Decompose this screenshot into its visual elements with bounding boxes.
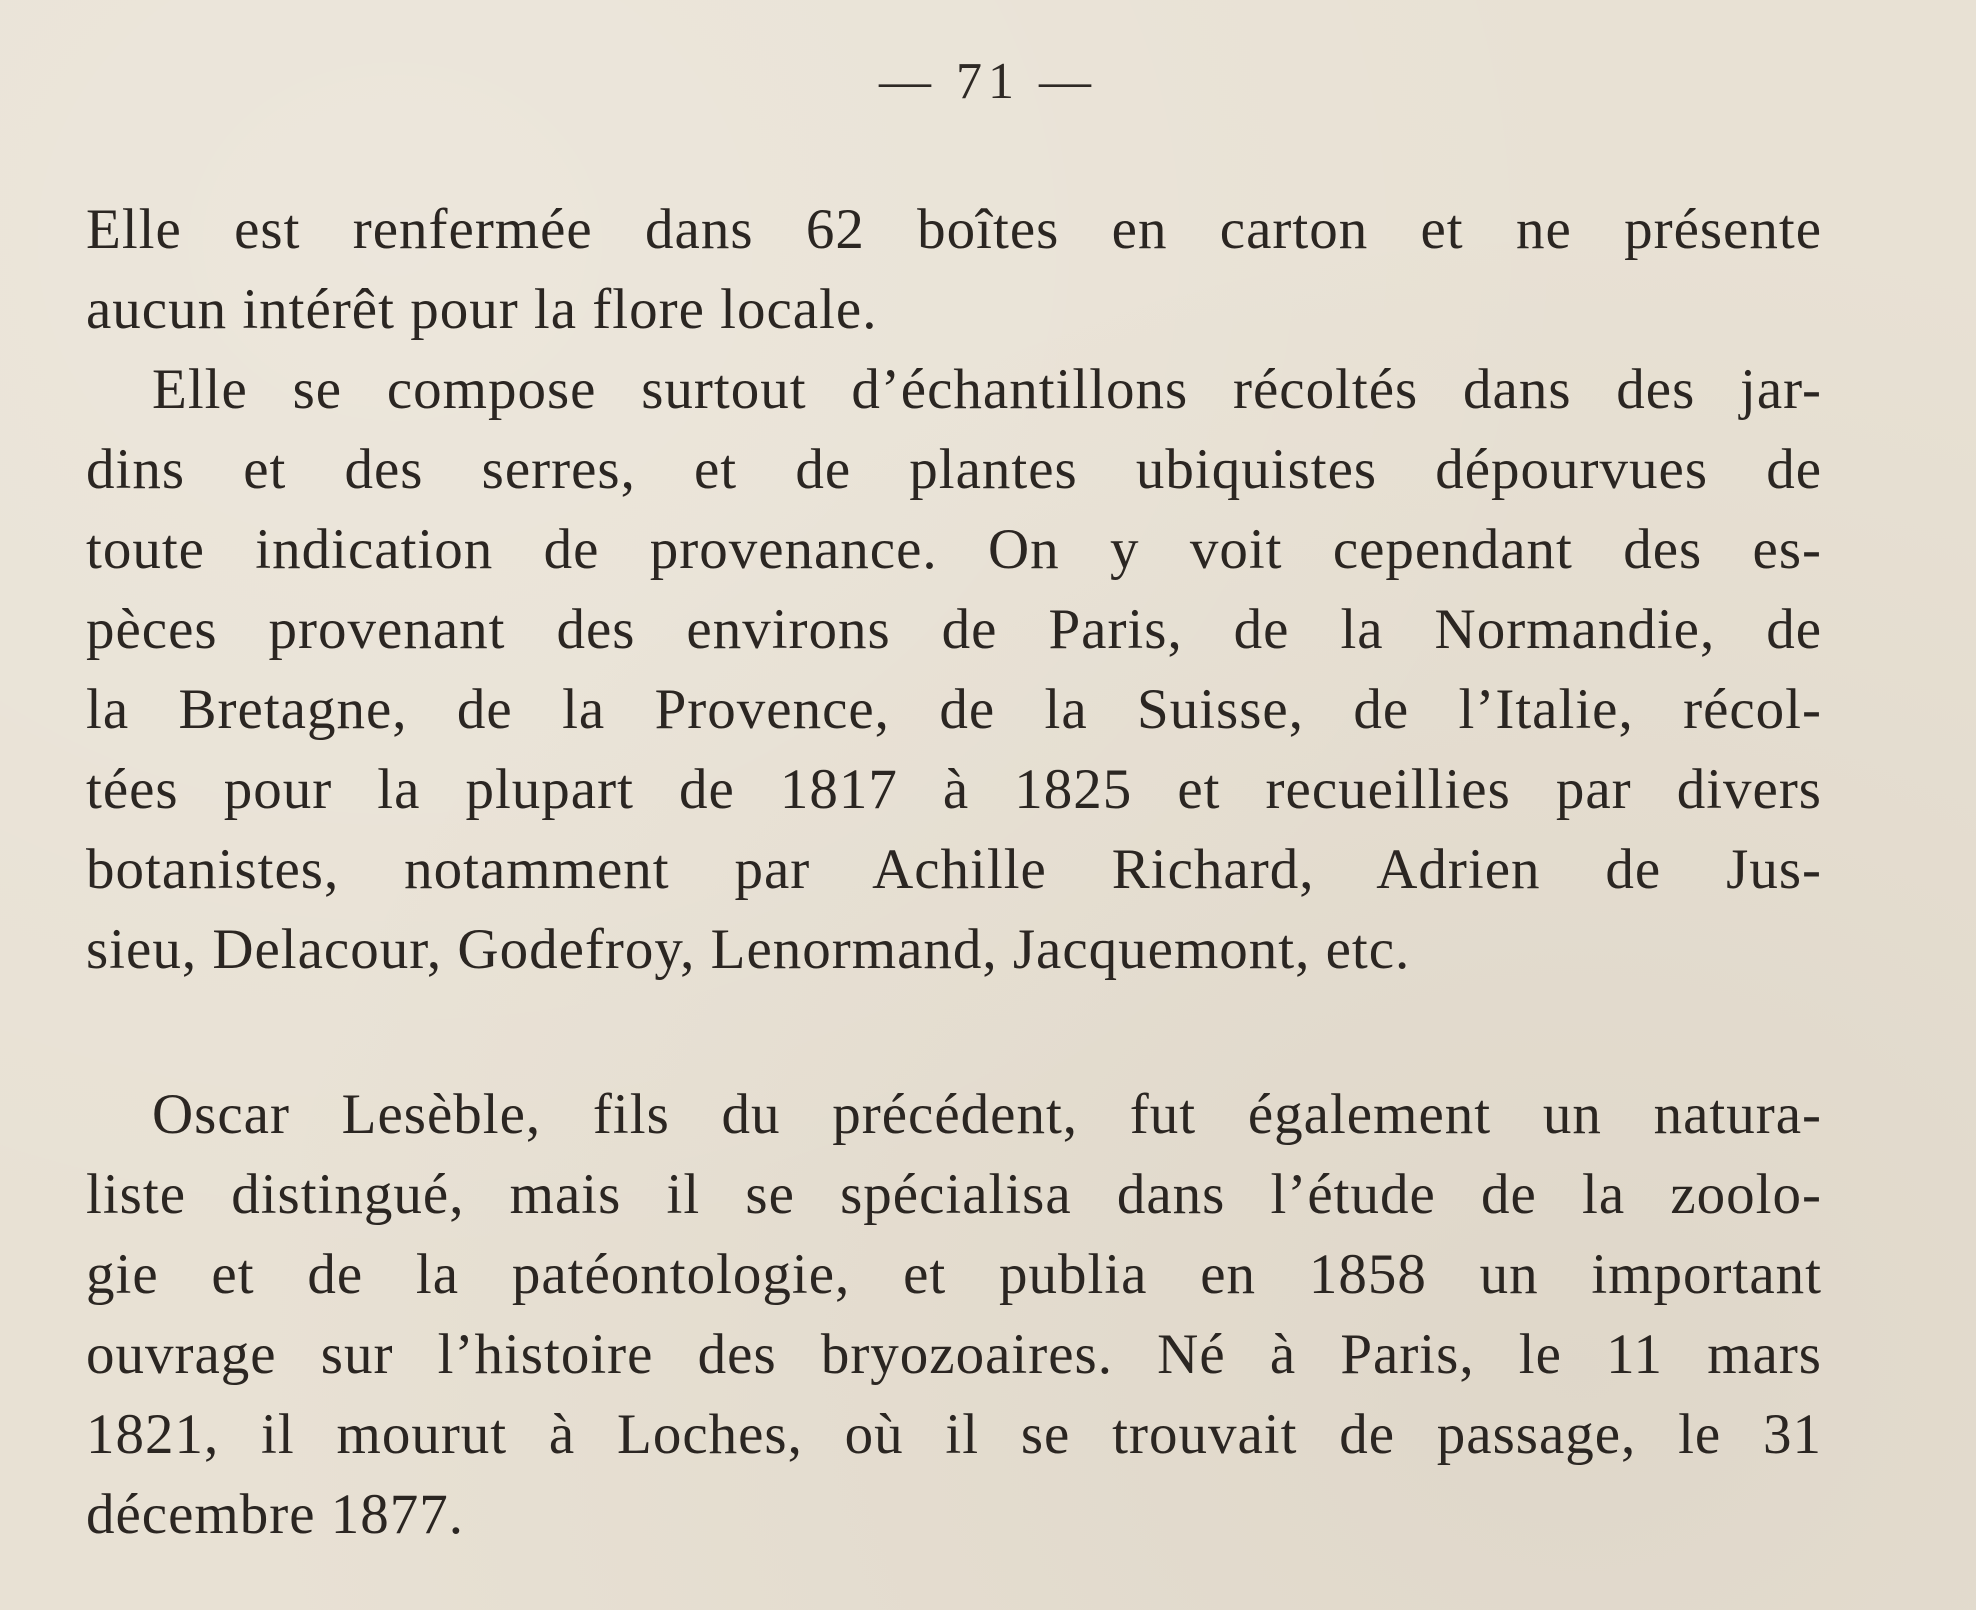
paragraph-1 [86,190,1822,350]
text-line: aucun intérêt pour la flore locale. [86,278,878,341]
text-line: ouvrage sur l’histoire des bryozoaires. Né à Paris, le 11 mars [86,1323,1822,1386]
text-line: tées pour la plupart de 1817 à 1825 et recueillies par divers [86,758,1822,821]
text-line: Elle est renfermée dans 62 boîtes en carton et ne présente [86,198,1822,261]
text-line: décembre 1877. [86,1483,465,1546]
text-line: gie et de la patéontologie, et publia en 1858 un important [86,1243,1822,1306]
paragraph-3 [86,1075,1822,1555]
text-line: la Bretagne, de la Provence, de la Suisse, de l’Italie, récol- [86,678,1822,741]
text-line: 1821, il mourut à Loches, où il se trouvait de passage, le 31 [86,1403,1822,1466]
text-line: liste distingué, mais il se spécialisa dans l’étude de la zoolo- [86,1163,1822,1226]
text-line: dins et des serres, et de plantes ubiquistes dépourvues de [86,438,1822,501]
text-line: sieu, Delacour, Godefroy, Lenormand, Jacquemont, etc. [86,918,1411,981]
text-line: toute indication de provenance. On y voit cependant des es- [86,518,1822,581]
text-line: Oscar Lesèble, fils du précédent, fut également un natura- [152,1083,1822,1146]
text-line: botanistes, notamment par Achille Richard, Adrien de Jus- [86,838,1822,901]
paragraph-2 [86,350,1822,990]
page-number: — 71 — [879,53,1097,110]
text-line: pèces provenant des environs de Paris, de la Normandie, de [86,598,1822,661]
text-line: Elle se compose surtout d’échantillons récoltés dans des jar- [152,358,1822,421]
